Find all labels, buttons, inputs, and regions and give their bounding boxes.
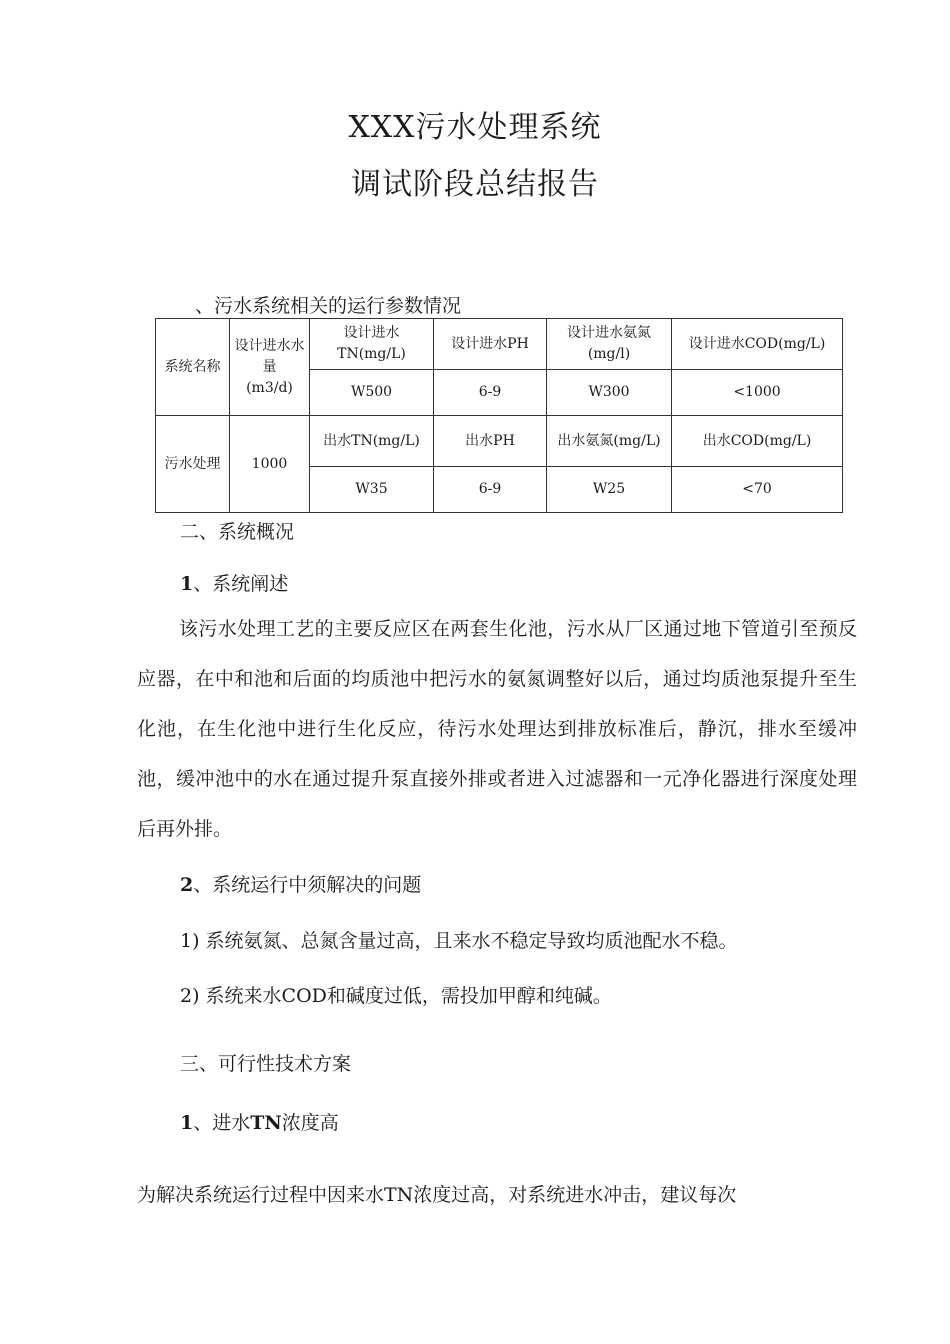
section3-heading: 三、可行性技术方案: [180, 1053, 352, 1075]
value-out-tn: W35: [310, 467, 434, 513]
header-out-nh3: 出水氨氮(mg/L): [547, 416, 672, 467]
problem-item-1: 1) 系统氨氮、总氮含量过高，且来水不稳定导致均质池配水不稳。: [180, 930, 738, 952]
problem-item-2: 2) 系统来水COD和碱度过低，需投加甲醇和纯碱。: [180, 985, 612, 1007]
section3-sub1-end: 浓度高: [281, 1112, 339, 1134]
section3-sub1-number: 1: [180, 1112, 194, 1134]
section3-sub1-heading: [180, 1114, 339, 1133]
value-out-ph: 6-9: [434, 467, 547, 513]
header-system-name: 系统名称: [156, 319, 230, 416]
header-design-flow-label: 设计进水水量: [234, 337, 305, 375]
header-design-tn: 设计进水TN(mg/L): [310, 319, 434, 370]
value-out-cod: <70: [672, 467, 843, 513]
header-out-tn: 出水TN(mg/L): [310, 416, 434, 467]
section1-heading: 、污水系统相关的运行参数情况: [195, 295, 462, 317]
section3-sub1-tn: TN: [250, 1112, 282, 1134]
report-title-line2: 调试阶段总结报告: [351, 167, 599, 202]
section2-sub1-heading: [180, 575, 288, 594]
header-out-cod: 出水COD(mg/L): [672, 416, 843, 467]
value-design-tn: W500: [310, 370, 434, 416]
system-name-cell: 污水处理: [156, 416, 230, 513]
system-description-paragraph: 该污水处理工艺的主要反应区在两套生化池，污水从厂区通过地下管道引至预反应器，在中和池和后面的均质池中把污水的氨氮调整好以后，通过均质池泵提升至生化池，在生化池中进行生化反应，待污水处理达到排放标准后，静沉，排水至缓冲池，缓冲池中的水在通过提升泵直接外排或者进入过滤器和一元净化器进行深度处理后再外排。: [137, 618, 857, 840]
header-design-nh3: 设计进水氨氮(mg/l): [547, 319, 672, 370]
header-design-cod: 设计进水COD(mg/L): [672, 319, 843, 370]
value-design-cod: <1000: [672, 370, 843, 416]
header-design-ph: 设计进水PH: [434, 319, 547, 370]
header-design-flow-unit: (m3/d): [246, 379, 293, 396]
section2-heading: 二、系统概况: [180, 521, 295, 543]
section2-sub2-heading: [180, 876, 421, 895]
system-flow-cell: 1000: [230, 416, 310, 513]
header-out-ph: 出水PH: [434, 416, 547, 467]
section3-paragraph-start: 为解决系统运行过程中因来水TN浓度过高，对系统进水冲击，建议每次: [137, 1184, 737, 1206]
section2-sub1-number: 1: [180, 573, 194, 595]
parameters-table: [155, 318, 843, 513]
value-out-nh3: W25: [547, 467, 672, 513]
section2-sub2-number: 2: [180, 874, 194, 896]
section2-sub1-text: 、系统阐述: [193, 573, 289, 595]
header-design-flow: [230, 319, 310, 416]
report-title-line1: XXX污水处理系统: [348, 110, 602, 145]
value-design-ph: 6-9: [434, 370, 547, 416]
section2-sub2-text: 、系统运行中须解决的问题: [193, 874, 422, 896]
section3-sub1-text: 、进水: [193, 1112, 251, 1134]
value-design-nh3: W300: [547, 370, 672, 416]
